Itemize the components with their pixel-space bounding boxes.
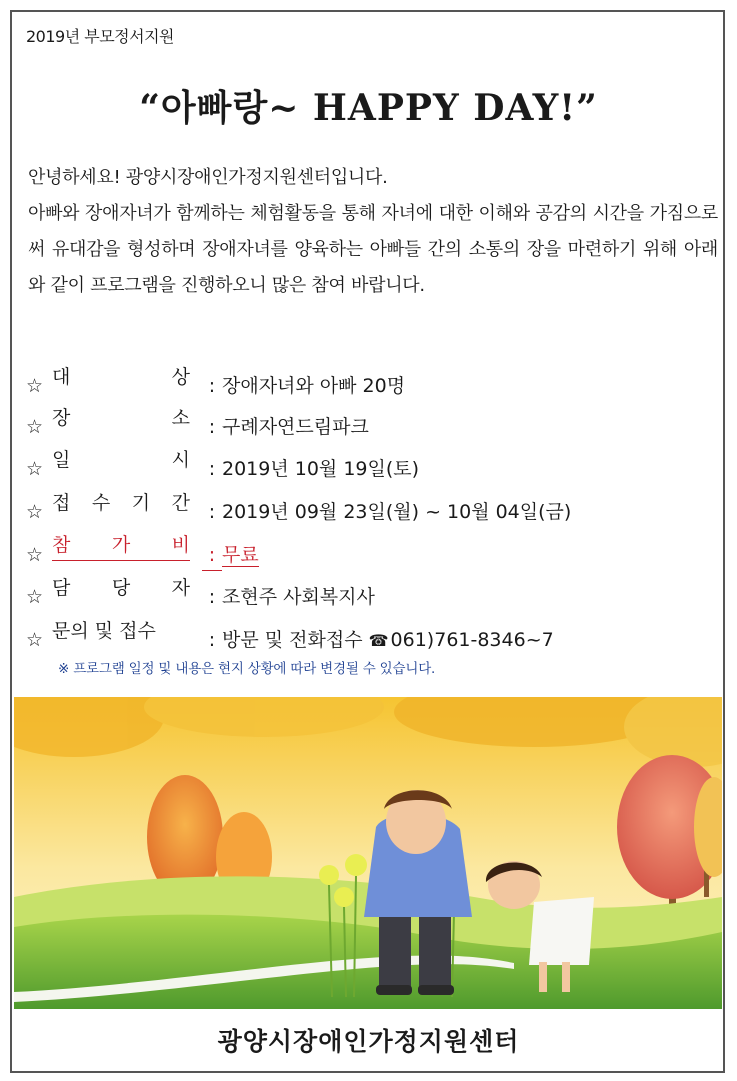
- star-icon: ☆: [26, 544, 44, 566]
- label-char: 간: [171, 492, 190, 514]
- label-char: 가: [111, 534, 131, 556]
- label-char: 대: [52, 366, 71, 388]
- detail-row-contact-person: [26, 573, 375, 608]
- detail-row-fee: [26, 530, 259, 566]
- star-icon: ☆: [26, 629, 44, 651]
- intro-section: [28, 160, 718, 304]
- colon: :: [208, 416, 216, 438]
- label-char: 상: [171, 366, 190, 388]
- detail-value-fee: 무료: [222, 544, 259, 566]
- detail-row-inquiry: [26, 616, 554, 651]
- label-char: 소: [171, 407, 190, 429]
- header-label: 2019년 부모정서지원: [26, 27, 174, 46]
- label-char: 일: [52, 449, 71, 471]
- star-icon: ☆: [26, 416, 44, 438]
- detail-value-place: 구례자연드림파크: [222, 416, 369, 438]
- star-icon: ☆: [26, 375, 44, 397]
- label-char: 담: [52, 577, 71, 599]
- page-title: “아빠랑~ HAPPY DAY!”: [139, 87, 598, 129]
- colon: :: [208, 458, 216, 480]
- label-char: 참: [52, 534, 71, 556]
- label-char: 자: [171, 577, 190, 599]
- intro-greeting: 안녕하세요! 광양시장애인가정지원센터입니다.: [28, 167, 388, 188]
- intro-body: 아빠와 장애자녀가 함께하는 체험활동을 통해 자녀에 대한 이해와 공감의 시간을 가짐으로써 유대감을 형성하며 장애자녀를 양육하는 아빠들 간의 소통의 장을 마련하기 위해 아래와 같이 프로그램을 진행하오니 많은 참여 바랍니다.: [28, 203, 718, 296]
- label-char: 비: [171, 534, 190, 556]
- detail-value-registration-period: 2019년 09월 23일(월) ~ 10월 04일(금): [222, 501, 572, 523]
- detail-value-contact-person: 조현주 사회복지사: [222, 586, 375, 608]
- colon: :: [208, 375, 216, 397]
- detail-value-datetime: 2019년 10월 19일(토): [222, 458, 420, 480]
- label-char: 시: [171, 449, 190, 471]
- schedule-change-note: ※ 프로그램 일정 및 내용은 현지 상황에 따라 변경될 수 있습니다.: [58, 661, 436, 677]
- detail-value-target: 장애자녀와 아빠 20명: [222, 375, 406, 397]
- label-char: 당: [111, 577, 131, 599]
- label-char: 접: [52, 492, 71, 514]
- label-char: 수: [91, 492, 111, 514]
- colon: :: [202, 540, 222, 571]
- phone-number: 061)761-8346~7: [390, 629, 554, 651]
- colon: :: [208, 629, 216, 651]
- label-char: 장: [52, 407, 71, 429]
- detail-row-target: [26, 362, 406, 397]
- label-char: 문의 및 접수: [52, 620, 156, 642]
- star-icon: ☆: [26, 501, 44, 523]
- star-icon: ☆: [26, 586, 44, 608]
- colon: :: [208, 501, 216, 523]
- star-icon: ☆: [26, 458, 44, 480]
- detail-row-place: [26, 403, 369, 438]
- phone-icon: ☎: [368, 631, 389, 650]
- colon: :: [208, 586, 216, 608]
- detail-value-inquiry: 방문 및 전화접수: [222, 629, 363, 651]
- label-char: 기: [131, 492, 151, 514]
- footer-organization: 광양시장애인가정지원센터: [217, 1027, 520, 1056]
- detail-row-datetime: [26, 445, 420, 480]
- detail-row-registration-period: [26, 488, 572, 523]
- father-daughter-illustration: [14, 697, 722, 1009]
